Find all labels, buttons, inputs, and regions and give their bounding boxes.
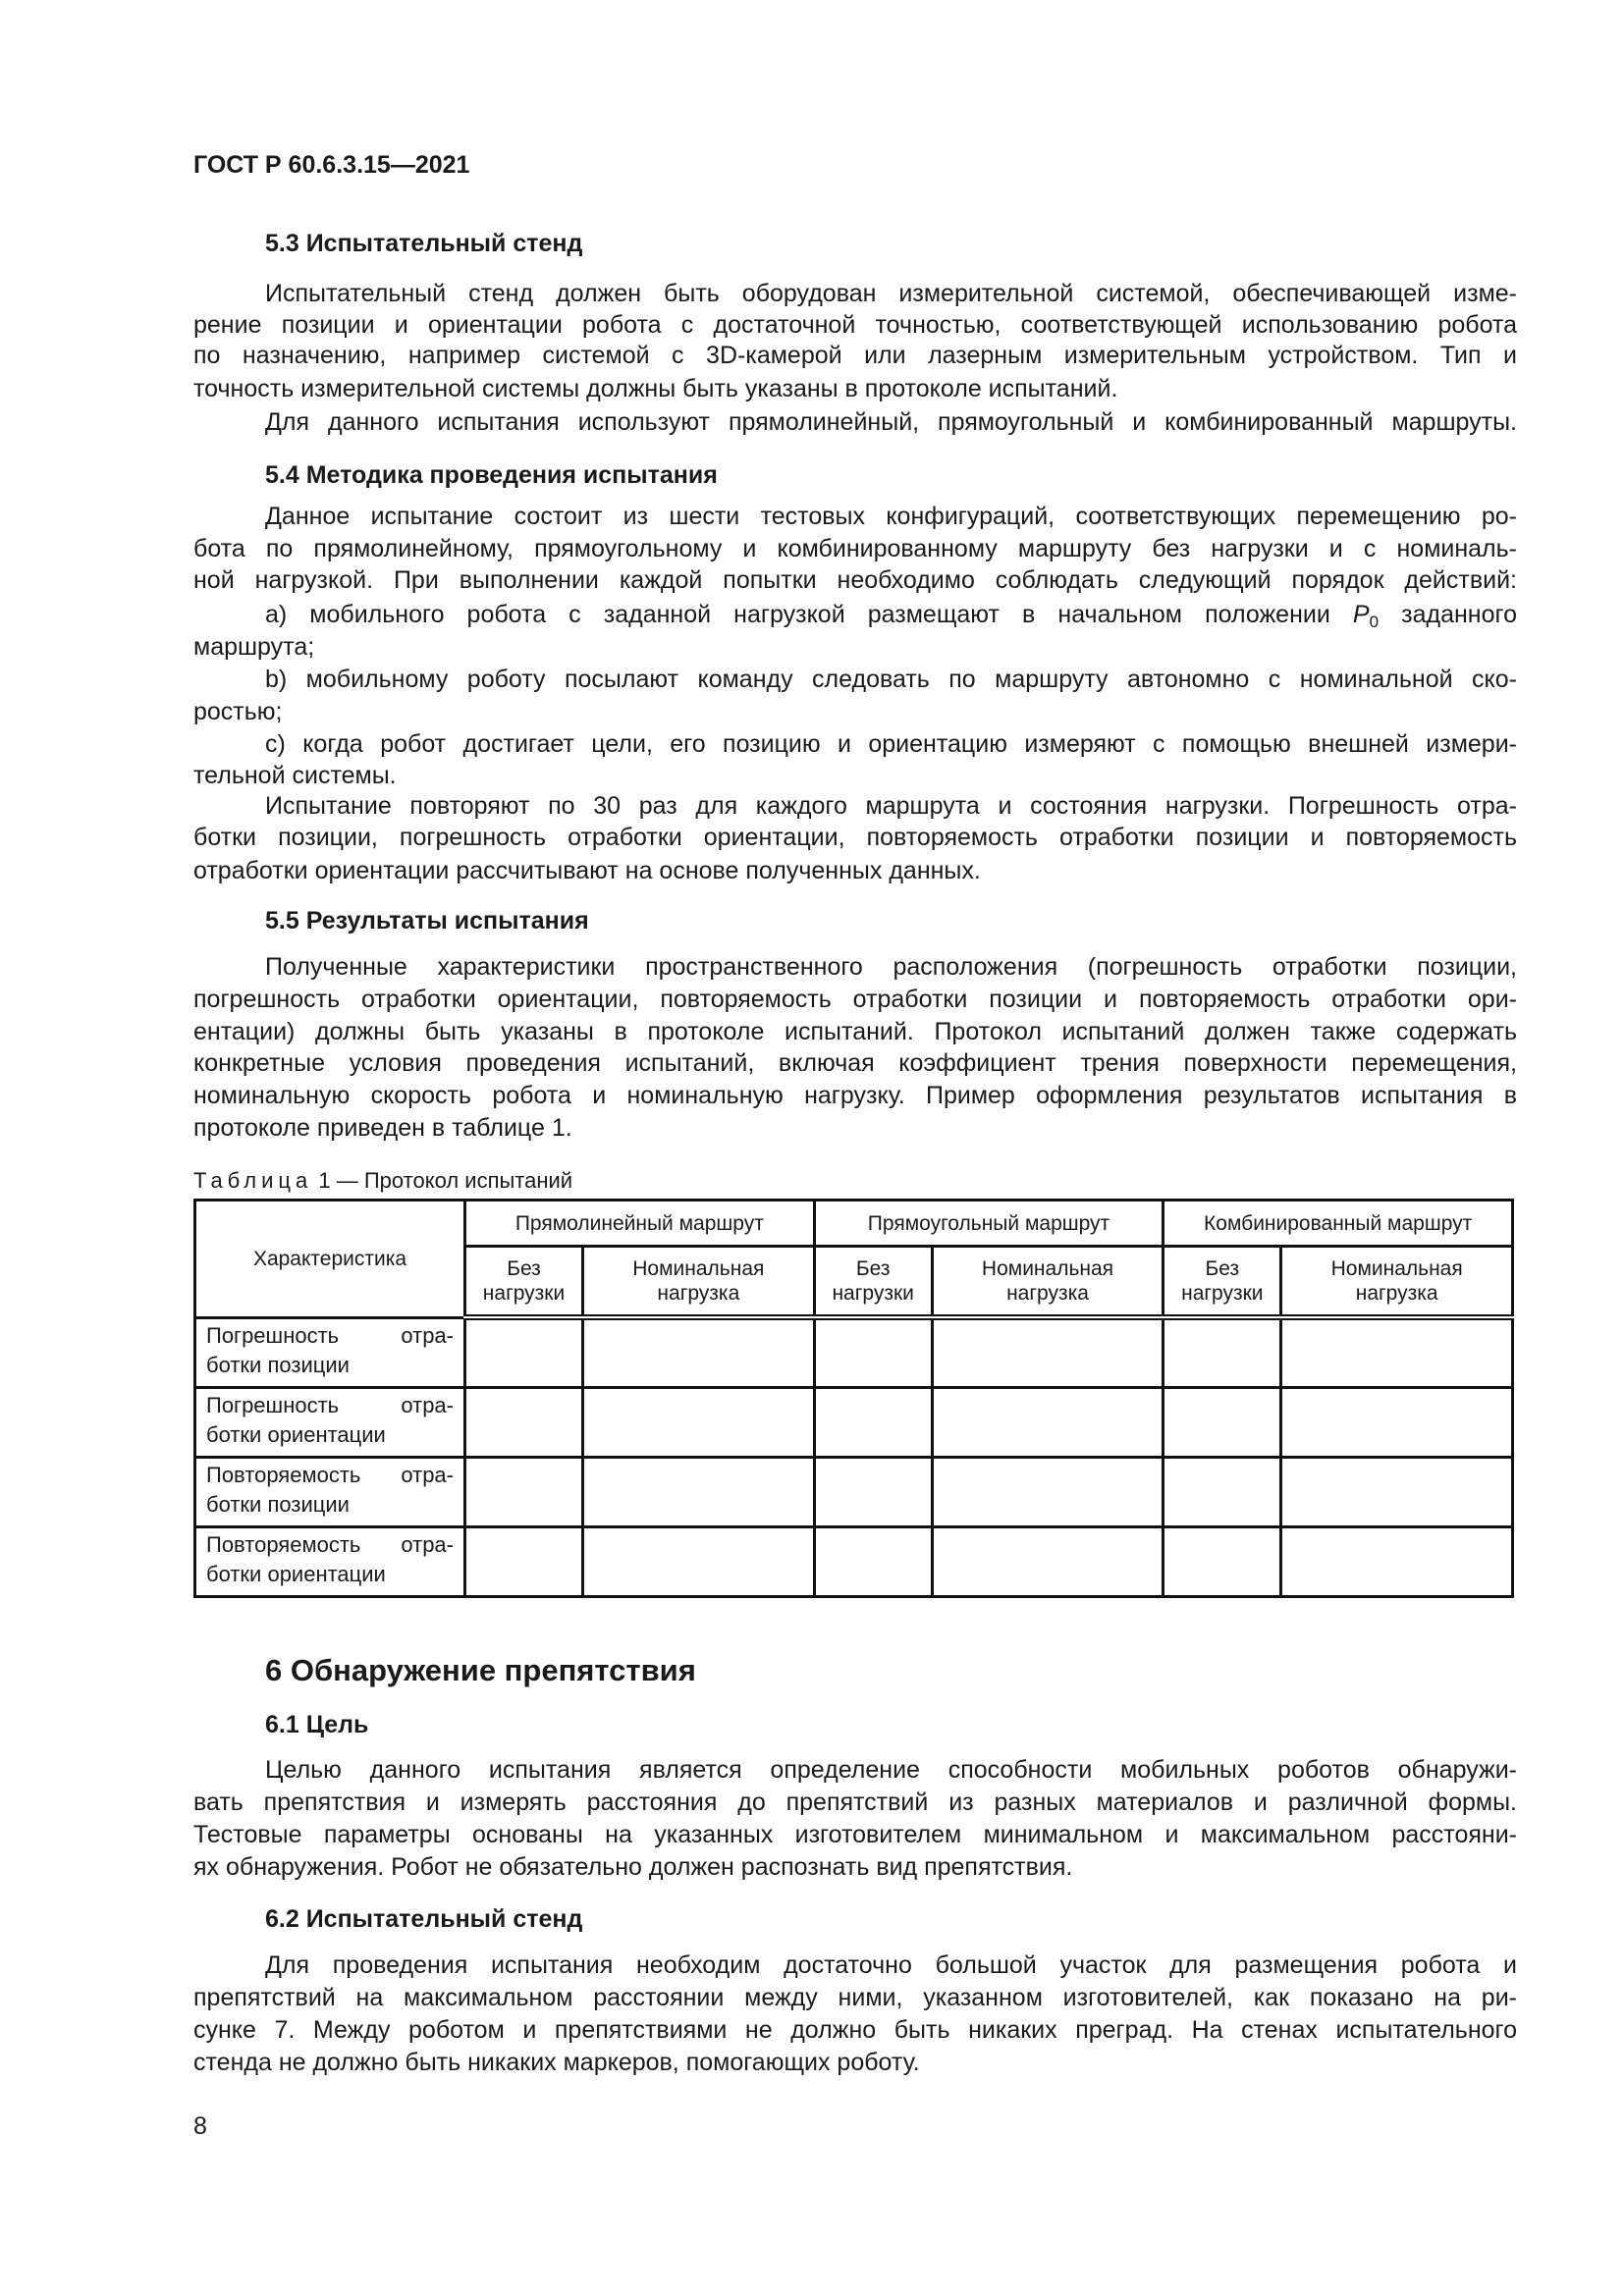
table-cell [1164,1387,1281,1457]
table-cell [465,1387,583,1457]
list-item-b: b) мобильному роботу посылают команду следовать по маршруту автономно с номинальной ско- [265,666,1517,693]
paragraph-line: Для данного испытания используют прямолинейный, прямоугольный и комбинированный маршруты. [265,408,1517,436]
subheader-no-load: Без нагрузки [814,1247,932,1318]
list-item-c: с) когда робот достигает цели, его позицию и ориентацию измеряют с помощью внешней измери- [265,730,1517,758]
paragraph-line: Данное испытание состоит из шести тестовых конфигураций, соответствующих перемещению ро- [265,503,1517,530]
row-header-line: Повторяемость отра- [206,1462,454,1487]
row-header-line: Погрешность отра- [206,1322,454,1348]
paragraph-line: Полученные характеристики пространственного расположения (погрешность отработки позиции, [265,953,1517,981]
table-cell [1281,1317,1513,1387]
subheader-nominal-load: Номинальная нагрузка [1281,1247,1513,1318]
column-header-characteristic: Характеристика [195,1201,465,1318]
table-cell [932,1457,1164,1526]
paragraph-line: Тестовые параметры основаны на указанных изготовителем минимальном и максимальном расстояни- [193,1821,1517,1848]
paragraph-line: маршрута; [193,633,315,661]
row-header [195,1317,465,1387]
list-item-a-text: а) мобильного робота с заданной нагрузкой размещают в начальном положении [265,601,1330,628]
subheader-no-load: Без нагрузки [465,1247,583,1318]
table-cell [932,1387,1164,1457]
position-symbol-subscript: 0 [1369,613,1380,629]
table-row [195,1526,1513,1596]
paragraph-line: отработки ориентации рассчитывают на основе полученных данных. [193,857,981,884]
table-cell [932,1317,1164,1387]
table-cell [1164,1457,1281,1526]
paragraph-line: протоколе приведен в таблице 1. [193,1114,572,1142]
row-header-line: Погрешность отра- [206,1392,454,1417]
table-caption-label: Таблица [193,1168,313,1193]
table-row [195,1457,1513,1526]
list-item-a [265,600,1517,629]
section-heading-5-3: 5.3 Испытательный стенд [265,230,583,257]
table-cell [583,1457,815,1526]
table-cell [1281,1387,1513,1457]
test-protocol-table [193,1199,1514,1598]
section-heading-5-4: 5.4 Методика проведения испытания [265,461,718,489]
paragraph-line: тельной системы. [193,762,397,789]
document-designation: ГОСТ Р 60.6.3.15—2021 [193,151,470,179]
paragraph-line: номинальную скорость робота и номинальную нагрузку. Пример оформления результатов испытания в [193,1082,1517,1109]
table-cell [1281,1526,1513,1596]
paragraph-line: по назначению, например системой с 3D-камерой или лазерным измерительным устройством. Тип и [193,342,1517,369]
position-symbol [1353,601,1379,628]
paragraph-line: Целью данного испытания является определение способности мобильных роботов обнаружи- [265,1756,1517,1784]
paragraph-line: сунке 7. Между роботом и препятствиями не должно быть никаких преград. На стенах испытательного [193,2016,1517,2044]
table-cell [465,1457,583,1526]
table-cell [814,1526,932,1596]
section-heading-5-5: 5.5 Результаты испытания [265,907,589,934]
table-cell [583,1526,815,1596]
table-cell [465,1526,583,1596]
paragraph-line: ной нагрузкой. При выполнении каждой попытки необходимо соблюдать следующий порядок действий: [193,566,1517,594]
table-cell [465,1317,583,1387]
table-cell [1281,1457,1513,1526]
subheader-nominal-load: Номинальная нагрузка [932,1247,1164,1318]
table-cell [1164,1317,1281,1387]
position-symbol-p: P [1352,601,1370,628]
row-header-line: Повторяемость отра- [206,1531,454,1557]
paragraph-line: точность измерительной системы должны быть указаны в протоколе испытаний. [193,375,1118,402]
paragraph-line: ентации) должны быть указаны в протоколе испытаний. Протокол испытаний должен также содержать [193,1018,1517,1045]
section-heading-6-2: 6.2 Испытательный стенд [265,1905,583,1933]
paragraph-line: конкретные условия проведения испытаний, включая коэффициент трения поверхности перемещения, [193,1049,1517,1077]
table-cell [814,1387,932,1457]
subheader-no-load: Без нагрузки [1164,1247,1281,1318]
paragraph-line: ботки позиции, погрешность отработки ориентации, повторяемость отработки позиции и повторяемость [193,824,1517,851]
list-item-a-text-end: заданного [1401,601,1517,628]
page-number: 8 [193,2112,207,2140]
table-cell [814,1317,932,1387]
paragraph-line: Испытательный стенд должен быть оборудован измерительной системой, обеспечивающей изме- [265,280,1517,307]
paragraph-line: стенда не должно быть никаких маркеров, помогающих роботу. [193,2049,920,2076]
table-cell [932,1526,1164,1596]
row-header [195,1387,465,1457]
group-header-combined-route: Комбинированный маршрут [1164,1201,1513,1247]
table-row [195,1317,1513,1387]
chapter-heading-6: 6 Обнаружение препятствия [265,1653,696,1687]
subheader-nominal-load: Номинальная нагрузка [583,1247,815,1318]
row-header [195,1526,465,1596]
paragraph-line: вать препятствия и измерять расстояния до препятствий из разных материалов и различной формы. [193,1789,1517,1816]
paragraph-line: погрешность отработки ориентации, повторяемость отработки позиции и повторяемость отработки ори- [193,986,1517,1013]
row-header [195,1457,465,1526]
table-cell [814,1457,932,1526]
section-heading-6-1: 6.1 Цель [265,1711,369,1738]
paragraph-line: Испытание повторяют по 30 раз для каждого маршрута и состояния нагрузки. Погрешность отра- [265,792,1517,820]
row-header-line: ботки позиции [206,1352,350,1377]
table-cell [583,1317,815,1387]
row-header-line: ботки ориентации [206,1561,386,1586]
row-header-line: ботки позиции [206,1491,350,1517]
paragraph-line: бота по прямолинейному, прямоугольному и комбинированному маршруту без нагрузки и с номиналь- [193,535,1517,562]
group-header-rectangular-route: Прямоугольный маршрут [814,1201,1164,1247]
paragraph-line: ростью; [193,698,283,725]
paragraph-line: Для проведения испытания необходим достаточно большой участок для размещения робота и [265,1951,1517,1979]
group-header-straight-route: Прямолинейный маршрут [465,1201,815,1247]
table-caption [193,1166,1517,1196]
table-caption-title: 1 — Протокол испытаний [318,1168,573,1193]
paragraph-line: препятствий на максимальном расстоянии между ними, указанном изготовителей, как показано на ри- [193,1984,1517,2011]
row-header-line: ботки ориентации [206,1421,386,1447]
paragraph-line: рение позиции и ориентации робота с достаточной точностью, соответствующей использованию робота [193,311,1517,339]
table-cell [1164,1526,1281,1596]
paragraph-line: ях обнаружения. Робот не обязательно должен распознать вид препятствия. [193,1853,1073,1881]
table-cell [583,1387,815,1457]
table-row [195,1387,1513,1457]
